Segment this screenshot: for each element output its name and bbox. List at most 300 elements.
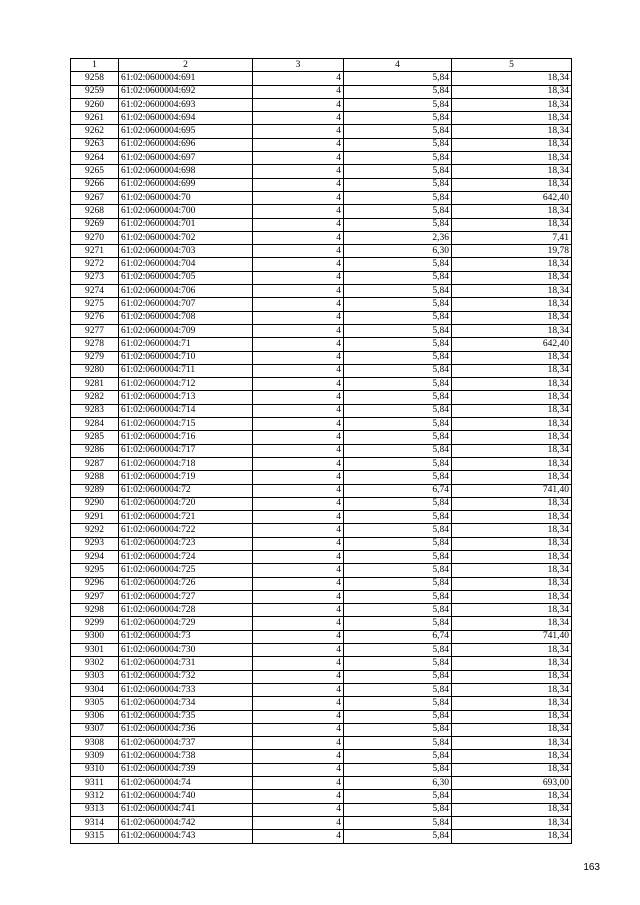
row-number-cell: 9301 [71, 644, 119, 657]
row-number-cell: 9279 [71, 351, 119, 364]
row-number-cell: 9297 [71, 590, 119, 603]
column-4-cell: 5,84 [344, 644, 452, 657]
cadastral-number-cell: 61:02:0600004:724 [119, 550, 253, 563]
column-5-cell: 18,34 [452, 258, 572, 271]
column-4-cell: 5,84 [344, 564, 452, 577]
column-5-cell: 18,34 [452, 165, 572, 178]
cadastral-number-cell: 61:02:0600004:704 [119, 258, 253, 271]
column-3-cell: 4 [253, 285, 344, 298]
column-4-cell: 5,84 [344, 697, 452, 710]
column-3-cell: 4 [253, 231, 344, 244]
row-number-cell: 9272 [71, 258, 119, 271]
row-number-cell: 9265 [71, 165, 119, 178]
column-3-cell: 4 [253, 138, 344, 151]
column-4-cell: 5,84 [344, 497, 452, 510]
table-row [71, 617, 572, 630]
table-row [71, 364, 572, 377]
column-5-cell: 19,78 [452, 245, 572, 258]
table-row [71, 644, 572, 657]
table-row [71, 404, 572, 417]
table-row [71, 152, 572, 165]
row-number-cell: 9306 [71, 710, 119, 723]
column-3-cell: 4 [253, 803, 344, 816]
column-5-cell: 18,34 [452, 85, 572, 98]
table-row [71, 511, 572, 524]
cadastral-number-cell: 61:02:0600004:720 [119, 497, 253, 510]
column-3-cell: 4 [253, 125, 344, 138]
column-4-cell: 5,84 [344, 72, 452, 85]
column-3-cell: 4 [253, 404, 344, 417]
table-row [71, 803, 572, 816]
row-number-cell: 9292 [71, 524, 119, 537]
cadastral-number-cell: 61:02:0600004:701 [119, 218, 253, 231]
cadastral-number-cell: 61:02:0600004:725 [119, 564, 253, 577]
column-4-cell: 5,84 [344, 378, 452, 391]
column-4-cell: 5,84 [344, 550, 452, 563]
row-number-cell: 9310 [71, 763, 119, 776]
column-4-cell: 6,30 [344, 777, 452, 790]
column-5-cell: 18,34 [452, 816, 572, 829]
column-4-cell: 5,84 [344, 112, 452, 125]
row-number-cell: 9309 [71, 750, 119, 763]
column-5-cell: 18,34 [452, 550, 572, 563]
column-3-cell: 4 [253, 444, 344, 457]
column-4-cell: 5,84 [344, 85, 452, 98]
table-row [71, 218, 572, 231]
column-5-cell: 18,34 [452, 710, 572, 723]
column-3-cell: 4 [253, 338, 344, 351]
cadastral-number-cell: 61:02:0600004:715 [119, 418, 253, 431]
column-4-cell: 5,84 [344, 710, 452, 723]
cadastral-number-cell: 61:02:0600004:697 [119, 152, 253, 165]
column-3-cell: 4 [253, 165, 344, 178]
table-row [71, 670, 572, 683]
table-row [71, 657, 572, 670]
column-4-cell: 5,84 [344, 457, 452, 470]
column-4-cell: 5,84 [344, 750, 452, 763]
table-row [71, 165, 572, 178]
column-5-cell: 18,34 [452, 683, 572, 696]
cadastral-number-cell: 61:02:0600004:731 [119, 657, 253, 670]
column-5-cell: 18,34 [452, 511, 572, 524]
cadastral-number-cell: 61:02:0600004:73 [119, 630, 253, 643]
row-number-cell: 9262 [71, 125, 119, 138]
table-row [71, 564, 572, 577]
column-4-cell: 5,84 [344, 218, 452, 231]
table-row [71, 231, 572, 244]
column-5-cell: 18,34 [452, 457, 572, 470]
cadastral-number-cell: 61:02:0600004:71 [119, 338, 253, 351]
column-5-cell: 18,34 [452, 497, 572, 510]
cadastral-number-cell: 61:02:0600004:722 [119, 524, 253, 537]
column-5-cell: 18,34 [452, 471, 572, 484]
row-number-cell: 9268 [71, 205, 119, 218]
column-3-cell: 4 [253, 311, 344, 324]
row-number-cell: 9312 [71, 790, 119, 803]
column-5-cell: 18,34 [452, 537, 572, 550]
column-4-cell: 5,84 [344, 537, 452, 550]
row-number-cell: 9286 [71, 444, 119, 457]
cadastral-number-cell: 61:02:0600004:718 [119, 457, 253, 470]
table-row [71, 497, 572, 510]
table-row [71, 72, 572, 85]
column-5-cell: 18,34 [452, 125, 572, 138]
table-row [71, 351, 572, 364]
row-number-cell: 9264 [71, 152, 119, 165]
table-row [71, 630, 572, 643]
cadastral-number-cell: 61:02:0600004:742 [119, 816, 253, 829]
column-5-cell: 18,34 [452, 218, 572, 231]
cadastral-number-cell: 61:02:0600004:705 [119, 271, 253, 284]
column-4-cell: 5,84 [344, 670, 452, 683]
row-number-cell: 9314 [71, 816, 119, 829]
column-3-cell: 4 [253, 152, 344, 165]
column-5-cell: 18,34 [452, 444, 572, 457]
row-number-cell: 9259 [71, 85, 119, 98]
column-header-4: 4 [344, 59, 452, 72]
column-5-cell: 18,34 [452, 112, 572, 125]
cadastral-number-cell: 61:02:0600004:717 [119, 444, 253, 457]
row-number-cell: 9267 [71, 191, 119, 204]
column-3-cell: 4 [253, 750, 344, 763]
table-row [71, 98, 572, 111]
column-3-cell: 4 [253, 777, 344, 790]
table-row [71, 830, 572, 843]
column-3-cell: 4 [253, 816, 344, 829]
table-row [71, 484, 572, 497]
column-4-cell: 5,84 [344, 471, 452, 484]
table-row [71, 324, 572, 337]
column-3-cell: 4 [253, 683, 344, 696]
column-5-cell: 18,34 [452, 378, 572, 391]
column-4-cell: 5,84 [344, 178, 452, 191]
cadastral-number-cell: 61:02:0600004:700 [119, 205, 253, 218]
table-row [71, 471, 572, 484]
table-row [71, 85, 572, 98]
column-header-3: 3 [253, 59, 344, 72]
table-header-row [71, 59, 572, 72]
table-row [71, 271, 572, 284]
column-5-cell: 18,34 [452, 763, 572, 776]
cadastral-number-cell: 61:02:0600004:703 [119, 245, 253, 258]
table-row [71, 311, 572, 324]
row-number-cell: 9261 [71, 112, 119, 125]
column-3-cell: 4 [253, 351, 344, 364]
column-4-cell: 5,84 [344, 737, 452, 750]
column-3-cell: 4 [253, 550, 344, 563]
table-row [71, 550, 572, 563]
column-4-cell: 5,84 [344, 683, 452, 696]
column-5-cell: 7,41 [452, 231, 572, 244]
column-header-1: 1 [71, 59, 119, 72]
column-3-cell: 4 [253, 364, 344, 377]
column-header-5: 5 [452, 59, 572, 72]
column-5-cell: 18,34 [452, 617, 572, 630]
column-5-cell: 18,34 [452, 205, 572, 218]
row-number-cell: 9280 [71, 364, 119, 377]
column-4-cell: 5,84 [344, 816, 452, 829]
cadastral-number-cell: 61:02:0600004:702 [119, 231, 253, 244]
column-5-cell: 18,34 [452, 391, 572, 404]
column-3-cell: 4 [253, 271, 344, 284]
column-3-cell: 4 [253, 471, 344, 484]
cadastral-number-cell: 61:02:0600004:70 [119, 191, 253, 204]
column-4-cell: 6,74 [344, 484, 452, 497]
column-3-cell: 4 [253, 98, 344, 111]
column-5-cell: 18,34 [452, 737, 572, 750]
row-number-cell: 9308 [71, 737, 119, 750]
row-number-cell: 9298 [71, 604, 119, 617]
column-4-cell: 5,84 [344, 311, 452, 324]
column-3-cell: 4 [253, 710, 344, 723]
cadastral-number-cell: 61:02:0600004:719 [119, 471, 253, 484]
row-number-cell: 9315 [71, 830, 119, 843]
cadastral-number-cell: 61:02:0600004:694 [119, 112, 253, 125]
column-5-cell: 18,34 [452, 285, 572, 298]
table-row [71, 125, 572, 138]
row-number-cell: 9299 [71, 617, 119, 630]
row-number-cell: 9296 [71, 577, 119, 590]
column-3-cell: 4 [253, 697, 344, 710]
row-number-cell: 9311 [71, 777, 119, 790]
column-4-cell: 5,84 [344, 830, 452, 843]
cadastral-number-cell: 61:02:0600004:736 [119, 723, 253, 736]
column-5-cell: 18,34 [452, 431, 572, 444]
column-5-cell: 18,34 [452, 324, 572, 337]
column-4-cell: 6,74 [344, 630, 452, 643]
column-5-cell: 18,34 [452, 697, 572, 710]
column-5-cell: 18,34 [452, 670, 572, 683]
column-4-cell: 6,30 [344, 245, 452, 258]
column-3-cell: 4 [253, 431, 344, 444]
column-5-cell: 18,34 [452, 644, 572, 657]
column-3-cell: 4 [253, 391, 344, 404]
column-4-cell: 5,84 [344, 391, 452, 404]
table-row [71, 604, 572, 617]
table-row [71, 138, 572, 151]
cadastral-number-cell: 61:02:0600004:714 [119, 404, 253, 417]
cadastral-number-cell: 61:02:0600004:709 [119, 324, 253, 337]
column-4-cell: 5,84 [344, 617, 452, 630]
cadastral-number-cell: 61:02:0600004:721 [119, 511, 253, 524]
row-number-cell: 9305 [71, 697, 119, 710]
column-5-cell: 18,34 [452, 152, 572, 165]
column-3-cell: 4 [253, 670, 344, 683]
cadastral-number-cell: 61:02:0600004:691 [119, 72, 253, 85]
column-4-cell: 5,84 [344, 657, 452, 670]
column-5-cell: 18,34 [452, 604, 572, 617]
column-4-cell: 5,84 [344, 191, 452, 204]
cadastral-number-cell: 61:02:0600004:707 [119, 298, 253, 311]
row-number-cell: 9282 [71, 391, 119, 404]
table-row [71, 697, 572, 710]
cadastral-number-cell: 61:02:0600004:692 [119, 85, 253, 98]
cadastral-number-cell: 61:02:0600004:695 [119, 125, 253, 138]
column-5-cell: 18,34 [452, 404, 572, 417]
column-5-cell: 18,34 [452, 524, 572, 537]
column-3-cell: 4 [253, 511, 344, 524]
column-4-cell: 5,84 [344, 165, 452, 178]
column-5-cell: 18,34 [452, 803, 572, 816]
table-row [71, 391, 572, 404]
column-4-cell: 5,84 [344, 285, 452, 298]
row-number-cell: 9307 [71, 723, 119, 736]
row-number-cell: 9269 [71, 218, 119, 231]
row-number-cell: 9289 [71, 484, 119, 497]
column-4-cell: 5,84 [344, 404, 452, 417]
cadastral-number-cell: 61:02:0600004:735 [119, 710, 253, 723]
column-5-cell: 741,40 [452, 630, 572, 643]
row-number-cell: 9304 [71, 683, 119, 696]
table-row [71, 524, 572, 537]
row-number-cell: 9273 [71, 271, 119, 284]
table-row [71, 444, 572, 457]
column-4-cell: 5,84 [344, 524, 452, 537]
column-5-cell: 741,40 [452, 484, 572, 497]
cadastral-number-cell: 61:02:0600004:730 [119, 644, 253, 657]
cadastral-number-cell: 61:02:0600004:726 [119, 577, 253, 590]
cadastral-number-cell: 61:02:0600004:716 [119, 431, 253, 444]
cadastral-number-cell: 61:02:0600004:738 [119, 750, 253, 763]
column-3-cell: 4 [253, 630, 344, 643]
table-row [71, 816, 572, 829]
column-3-cell: 4 [253, 497, 344, 510]
column-4-cell: 5,84 [344, 351, 452, 364]
column-3-cell: 4 [253, 298, 344, 311]
data-table [70, 58, 572, 844]
table-row [71, 537, 572, 550]
column-3-cell: 4 [253, 191, 344, 204]
column-5-cell: 18,34 [452, 564, 572, 577]
column-4-cell: 5,84 [344, 364, 452, 377]
cadastral-number-cell: 61:02:0600004:72 [119, 484, 253, 497]
column-3-cell: 4 [253, 112, 344, 125]
row-number-cell: 9287 [71, 457, 119, 470]
table-row [71, 710, 572, 723]
column-3-cell: 4 [253, 617, 344, 630]
cadastral-number-cell: 61:02:0600004:711 [119, 364, 253, 377]
row-number-cell: 9274 [71, 285, 119, 298]
column-3-cell: 4 [253, 524, 344, 537]
column-3-cell: 4 [253, 72, 344, 85]
page-number: 163 [583, 862, 600, 873]
row-number-cell: 9271 [71, 245, 119, 258]
table-body [71, 72, 572, 843]
column-4-cell: 5,84 [344, 604, 452, 617]
table-row [71, 750, 572, 763]
cadastral-number-cell: 61:02:0600004:74 [119, 777, 253, 790]
cadastral-number-cell: 61:02:0600004:706 [119, 285, 253, 298]
column-5-cell: 18,34 [452, 351, 572, 364]
row-number-cell: 9294 [71, 550, 119, 563]
column-4-cell: 5,84 [344, 271, 452, 284]
column-4-cell: 5,84 [344, 790, 452, 803]
column-3-cell: 4 [253, 604, 344, 617]
column-3-cell: 4 [253, 418, 344, 431]
cadastral-number-cell: 61:02:0600004:739 [119, 763, 253, 776]
column-5-cell: 18,34 [452, 750, 572, 763]
row-number-cell: 9284 [71, 418, 119, 431]
table-row [71, 285, 572, 298]
table-row [71, 737, 572, 750]
column-3-cell: 4 [253, 590, 344, 603]
column-3-cell: 4 [253, 537, 344, 550]
cadastral-number-cell: 61:02:0600004:732 [119, 670, 253, 683]
column-3-cell: 4 [253, 657, 344, 670]
row-number-cell: 9283 [71, 404, 119, 417]
row-number-cell: 9278 [71, 338, 119, 351]
row-number-cell: 9300 [71, 630, 119, 643]
column-4-cell: 5,84 [344, 590, 452, 603]
row-number-cell: 9293 [71, 537, 119, 550]
table-row [71, 378, 572, 391]
column-5-cell: 18,34 [452, 311, 572, 324]
row-number-cell: 9281 [71, 378, 119, 391]
column-3-cell: 4 [253, 324, 344, 337]
column-4-cell: 5,84 [344, 511, 452, 524]
cadastral-number-cell: 61:02:0600004:696 [119, 138, 253, 151]
column-4-cell: 5,84 [344, 444, 452, 457]
row-number-cell: 9258 [71, 72, 119, 85]
column-4-cell: 5,84 [344, 763, 452, 776]
row-number-cell: 9277 [71, 324, 119, 337]
column-3-cell: 4 [253, 830, 344, 843]
table-row [71, 457, 572, 470]
column-4-cell: 5,84 [344, 205, 452, 218]
column-4-cell: 5,84 [344, 98, 452, 111]
column-3-cell: 4 [253, 378, 344, 391]
column-5-cell: 18,34 [452, 418, 572, 431]
column-3-cell: 4 [253, 790, 344, 803]
row-number-cell: 9275 [71, 298, 119, 311]
cadastral-number-cell: 61:02:0600004:737 [119, 737, 253, 750]
table-row [71, 777, 572, 790]
column-5-cell: 18,34 [452, 138, 572, 151]
column-4-cell: 5,84 [344, 298, 452, 311]
cadastral-number-cell: 61:02:0600004:713 [119, 391, 253, 404]
row-number-cell: 9263 [71, 138, 119, 151]
row-number-cell: 9270 [71, 231, 119, 244]
row-number-cell: 9295 [71, 564, 119, 577]
table-row [71, 723, 572, 736]
cadastral-number-cell: 61:02:0600004:710 [119, 351, 253, 364]
column-3-cell: 4 [253, 644, 344, 657]
column-4-cell: 5,84 [344, 324, 452, 337]
column-4-cell: 5,84 [344, 723, 452, 736]
column-4-cell: 5,84 [344, 258, 452, 271]
table-row [71, 590, 572, 603]
table-row [71, 112, 572, 125]
cadastral-number-cell: 61:02:0600004:741 [119, 803, 253, 816]
row-number-cell: 9313 [71, 803, 119, 816]
column-5-cell: 18,34 [452, 657, 572, 670]
column-3-cell: 4 [253, 258, 344, 271]
table-row [71, 245, 572, 258]
cadastral-number-cell: 61:02:0600004:733 [119, 683, 253, 696]
table-row [71, 763, 572, 776]
column-4-cell: 5,84 [344, 431, 452, 444]
column-5-cell: 18,34 [452, 590, 572, 603]
cadastral-number-cell: 61:02:0600004:729 [119, 617, 253, 630]
table-row [71, 191, 572, 204]
column-5-cell: 18,34 [452, 364, 572, 377]
column-5-cell: 642,40 [452, 191, 572, 204]
column-3-cell: 4 [253, 484, 344, 497]
column-4-cell: 5,84 [344, 577, 452, 590]
table-row [71, 790, 572, 803]
cadastral-number-cell: 61:02:0600004:728 [119, 604, 253, 617]
column-4-cell: 5,84 [344, 125, 452, 138]
